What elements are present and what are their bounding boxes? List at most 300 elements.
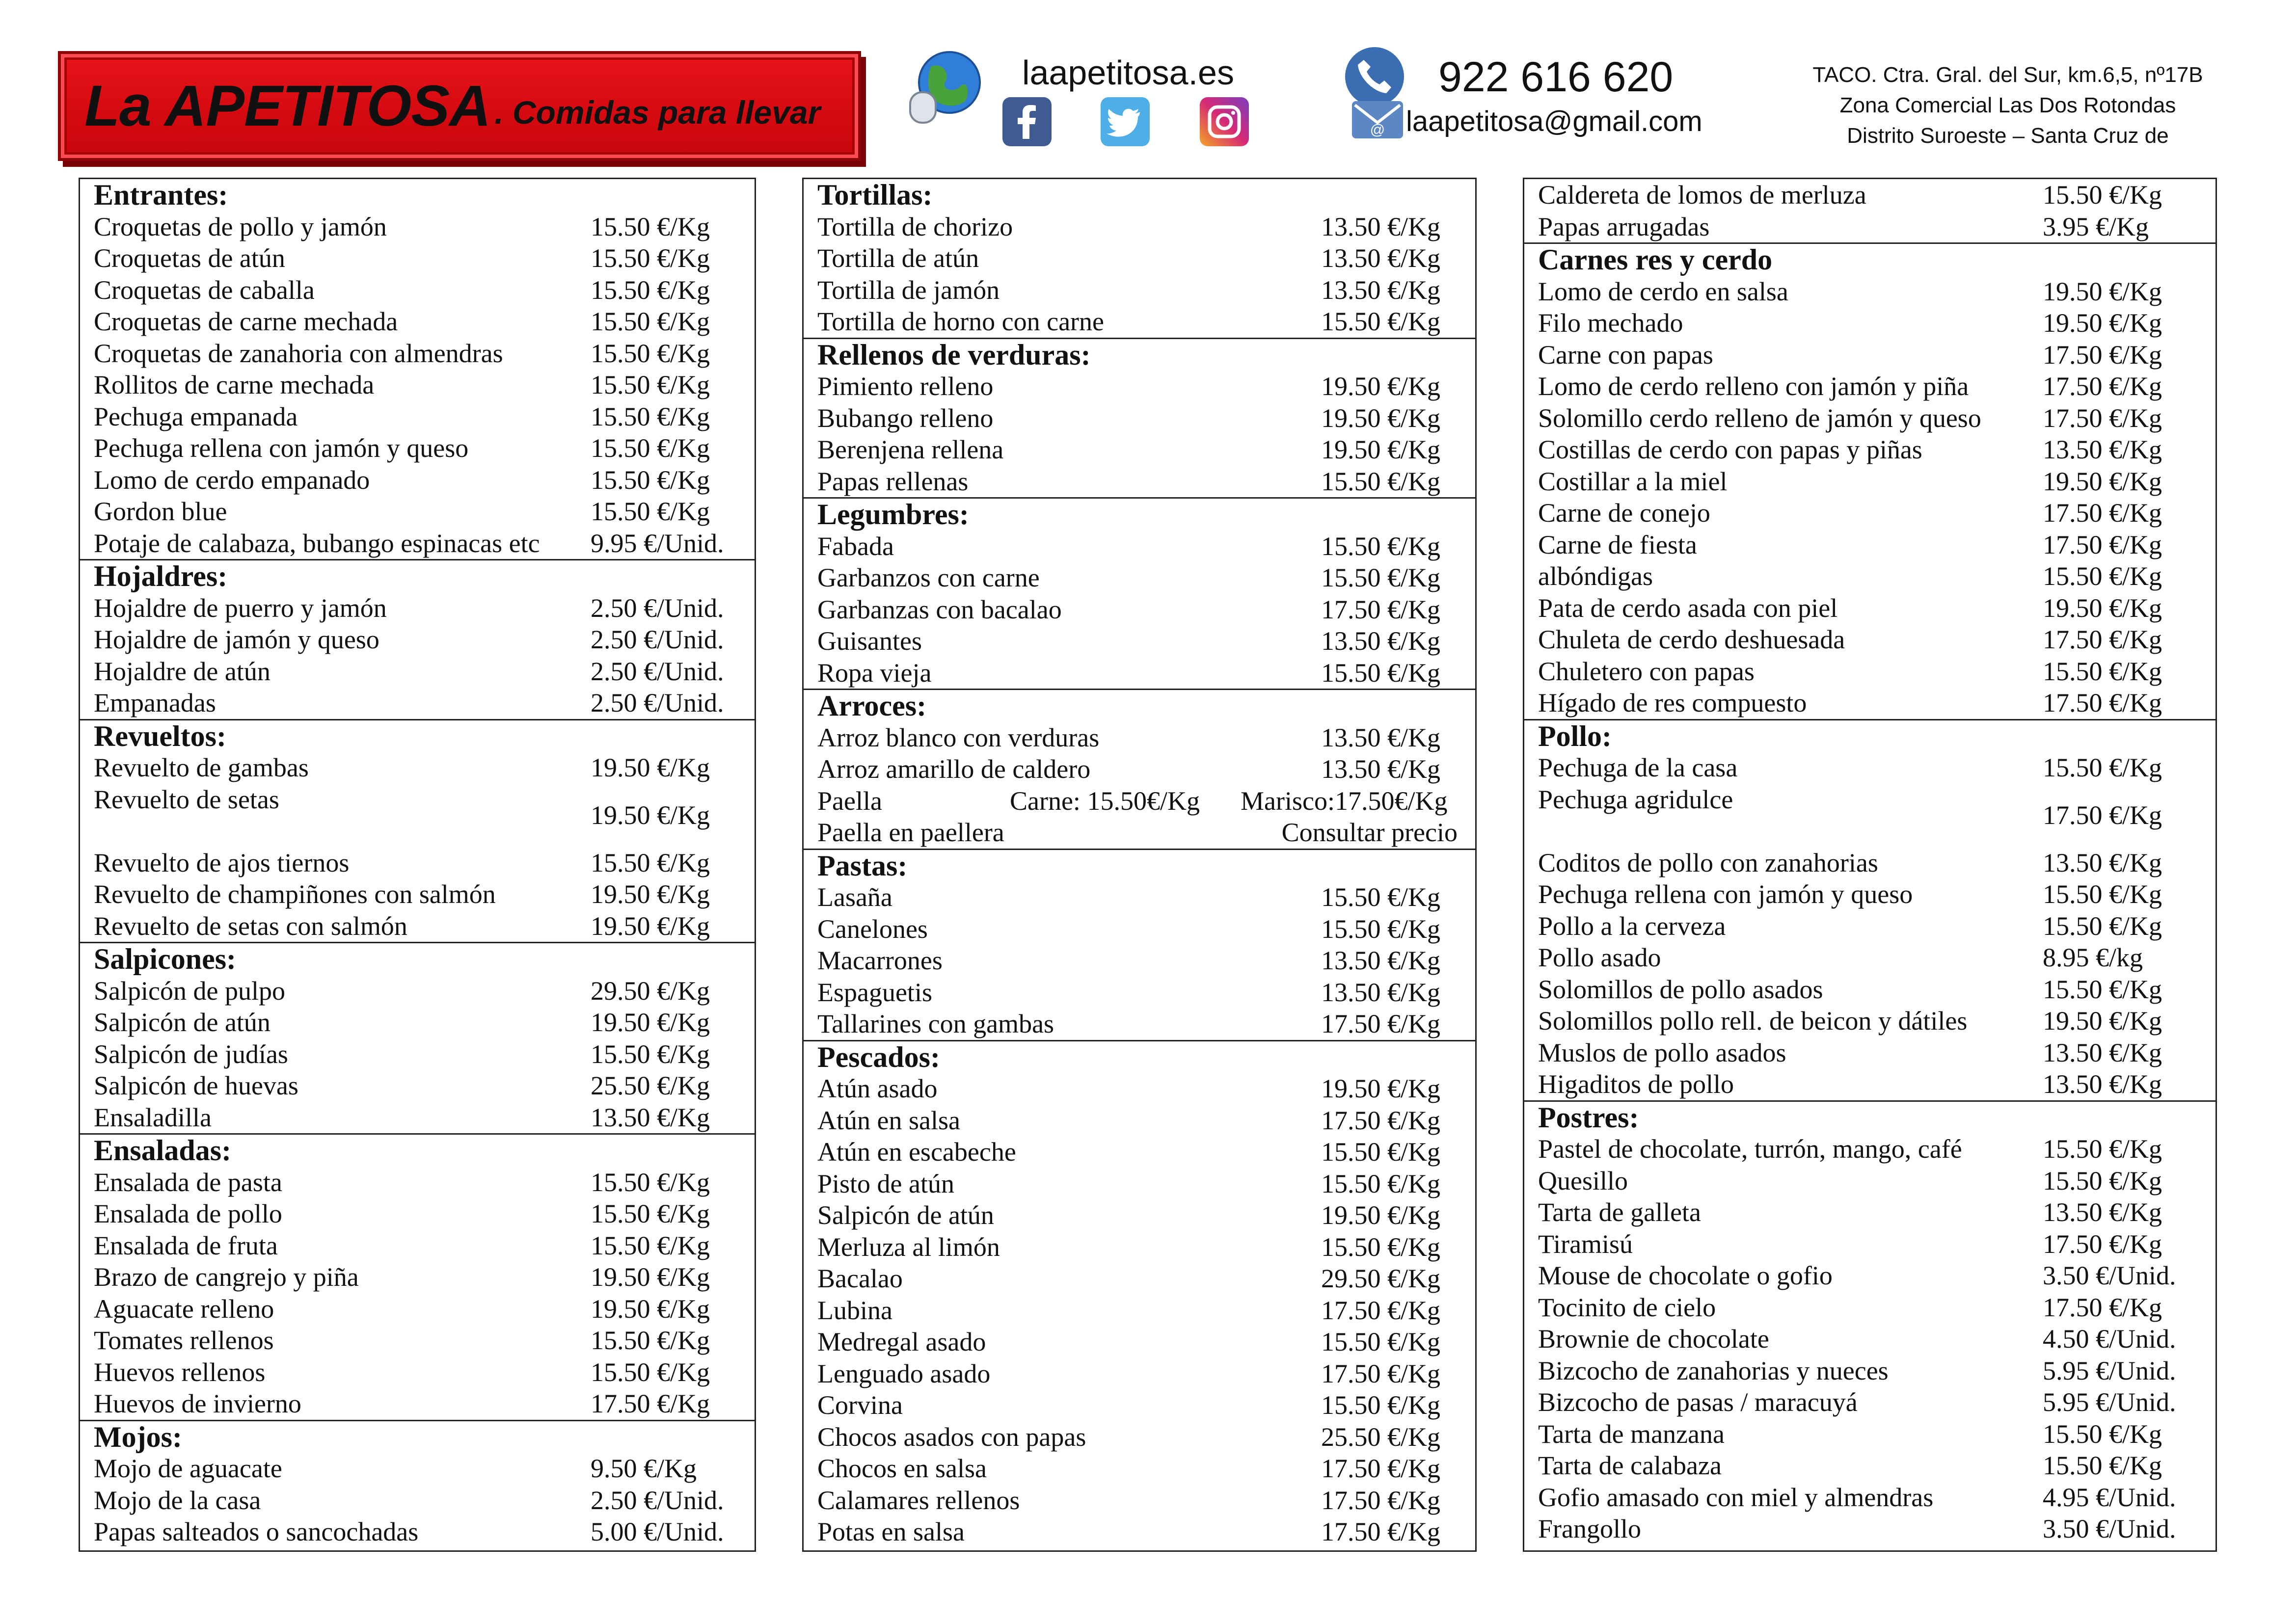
menu-item xyxy=(1524,1418,2215,1450)
menu-item xyxy=(804,881,1475,913)
item-price: 15.50 €/Kg xyxy=(591,243,710,273)
item-name: Quesillo xyxy=(1538,1166,1628,1196)
item-name: Potaje de calabaza, bubango espinacas etc xyxy=(94,528,540,558)
item-name: Revuelto de setas xyxy=(94,784,279,814)
item-price: 19.50 €/Kg xyxy=(591,1262,710,1292)
item-price: 17.50 €/Kg xyxy=(1321,1454,1440,1483)
item-name: Huevos rellenos xyxy=(94,1357,266,1387)
menu-item xyxy=(1524,752,2215,784)
menu-item xyxy=(1524,1450,2215,1482)
menu-item xyxy=(804,1485,1475,1516)
menu-item xyxy=(1524,211,2215,243)
item-price: 25.50 €/Kg xyxy=(1321,1422,1440,1452)
item-price: 15.50 €/Kg xyxy=(1321,658,1440,688)
menu-item xyxy=(1524,687,2215,719)
item-price: 13.50 €/Kg xyxy=(2043,1197,2162,1227)
item-name: albóndigas xyxy=(1538,561,1653,591)
item-price: 17.50 €/Kg xyxy=(2043,372,2162,401)
section-title: Postres: xyxy=(1538,1101,1639,1134)
menu-item xyxy=(1524,466,2215,498)
item-name: Fabada xyxy=(817,531,894,561)
item-name: Revuelto de setas con salmón xyxy=(94,911,407,941)
item-price: 13.50 €/Kg xyxy=(1321,946,1440,975)
menu-item xyxy=(804,274,1475,306)
menu-item xyxy=(1524,497,2215,529)
phone-icon xyxy=(1345,47,1404,106)
address-line: TACO. Ctra. Gral. del Sur, km.6,5, nº17B xyxy=(1812,63,2203,87)
section-title: Tortillas: xyxy=(817,179,933,211)
section-title: Legumbres: xyxy=(817,498,969,531)
item-name: Tarta de calabaza xyxy=(1538,1451,1722,1480)
item-price: 15.50 €/Kg xyxy=(2043,974,2162,1004)
item-name: Brownie de chocolate xyxy=(1538,1324,1769,1354)
item-name: Coditos de pollo con zanahorias xyxy=(1538,848,1878,877)
item-price: 17.50 €/Kg xyxy=(2043,800,2162,830)
item-name: Bacalao xyxy=(817,1264,903,1293)
brand-banner xyxy=(58,51,861,161)
item-price: 17.50 €/Kg xyxy=(1321,1485,1440,1515)
address-line: Distrito Suroeste – Santa Cruz de xyxy=(1847,124,2169,148)
item-price: 19.50 €/Kg xyxy=(2043,1006,2162,1036)
section-title: Pescados: xyxy=(817,1040,940,1073)
menu-section xyxy=(1524,179,2215,242)
menu-item xyxy=(80,1485,755,1516)
menu-item xyxy=(80,464,755,496)
menu-item xyxy=(1524,276,2215,308)
item-name: Bubango relleno xyxy=(817,403,994,433)
menu-item xyxy=(804,1168,1475,1200)
item-name: Salpicón de judías xyxy=(94,1039,288,1069)
item-price: 15.50 €/Kg xyxy=(591,497,710,526)
item-price: 13.50 €/Kg xyxy=(1321,243,1440,273)
menu-item xyxy=(80,306,755,338)
item-name: Carne de conejo xyxy=(1538,498,1710,528)
item-name: Atún asado xyxy=(817,1074,938,1103)
menu-item xyxy=(80,338,755,370)
item-price: 15.50 €/Kg xyxy=(2043,879,2162,909)
item-price: 19.50 €/Kg xyxy=(2043,276,2162,306)
item-price: 15.50 €/Kg xyxy=(591,275,710,305)
menu-item xyxy=(80,687,755,719)
section-title: Hojaldres: xyxy=(94,560,228,592)
item-price: 15.50 €/Kg xyxy=(591,370,710,399)
menu-item xyxy=(1524,878,2215,910)
item-price: 13.50 €/Kg xyxy=(1321,977,1440,1007)
item-name: Corvina xyxy=(817,1390,903,1420)
item-price: 13.50 €/Kg xyxy=(1321,754,1440,784)
item-price: 15.50 €/Kg xyxy=(2043,1419,2162,1449)
menu-item xyxy=(804,211,1475,243)
menu-item xyxy=(1524,847,2215,879)
item-price: 15.50 €/Kg xyxy=(1321,1390,1440,1420)
menu-item xyxy=(80,401,755,433)
item-name: Croquetas de pollo y jamón xyxy=(94,212,387,241)
twitter-icon[interactable] xyxy=(1101,97,1150,146)
menu-item xyxy=(80,1388,755,1420)
item-name: Garbanzos con carne xyxy=(817,563,1040,592)
item-price: 17.50 €/Kg xyxy=(2043,1229,2162,1259)
menu-item xyxy=(1524,942,2215,974)
section-title: Mojos: xyxy=(94,1420,182,1453)
menu-item xyxy=(804,1295,1475,1327)
section-title: Arroces: xyxy=(817,690,927,722)
item-price: 19.50 €/Kg xyxy=(591,879,710,909)
menu-item xyxy=(1524,307,2215,339)
menu-item xyxy=(80,656,755,688)
item-name: Lomo de cerdo relleno con jamón y piña xyxy=(1538,372,1969,401)
item-price: 13.50 €/Kg xyxy=(1321,722,1440,752)
menu-item xyxy=(804,753,1475,785)
item-name: Tocinito de cielo xyxy=(1538,1292,1716,1322)
menu-item xyxy=(80,847,755,879)
item-name: Pimiento relleno xyxy=(817,372,994,401)
item-price: 15.50 €/Kg xyxy=(2043,753,2162,782)
item-price: 15.50 €/Kg xyxy=(2043,561,2162,591)
item-name: Lomo de cerdo empanado xyxy=(94,465,370,495)
menu-item xyxy=(80,592,755,624)
menu-item xyxy=(804,402,1475,434)
item-name: Mojo de la casa xyxy=(94,1485,261,1515)
item-price: 3.50 €/Unid. xyxy=(2043,1514,2176,1543)
item-name: Pechuga agridulce xyxy=(1538,784,1733,814)
menu-item xyxy=(804,466,1475,498)
item-name: Lasaña xyxy=(817,882,892,912)
item-price: 15.50 €/Kg xyxy=(591,401,710,431)
item-name: Higaditos de pollo xyxy=(1538,1069,1734,1099)
item-name: Papas rellenas xyxy=(817,466,969,496)
menu-item xyxy=(1524,1292,2215,1324)
item-price: 15.50 €/Kg xyxy=(591,1199,710,1228)
menu-item xyxy=(80,878,755,910)
item-price: 25.50 €/Kg xyxy=(591,1071,710,1100)
item-name: Potas en salsa xyxy=(817,1517,965,1546)
item-price: 13.50 €/Kg xyxy=(2043,1037,2162,1067)
menu-item xyxy=(80,1293,755,1325)
item-name: Espaguetis xyxy=(817,977,932,1007)
item-name: Chocos asados con papas xyxy=(817,1422,1086,1452)
item-name: Solomillos de pollo asados xyxy=(1538,974,1823,1004)
address-line: Zona Comercial Las Dos Rotondas xyxy=(1839,93,2176,117)
menu-item xyxy=(80,1007,755,1038)
menu-item xyxy=(80,1198,755,1230)
item-name: Paella en paellera xyxy=(817,818,1004,847)
item-name: Pechuga rellena con jamón y queso xyxy=(1538,879,1913,909)
item-price: 15.50 €/Kg xyxy=(1321,1232,1440,1262)
item-price: 15.50 €/Kg xyxy=(591,338,710,368)
item-name: Atún en salsa xyxy=(817,1105,960,1135)
menu-item xyxy=(804,1453,1475,1485)
item-name: Filo mechado xyxy=(1538,308,1683,338)
menu-item xyxy=(804,913,1475,945)
item-price: 15.50 €/Kg xyxy=(591,465,710,495)
menu-item xyxy=(1524,784,2215,847)
item-name: Ensaladilla xyxy=(94,1102,212,1132)
menu-item xyxy=(1524,656,2215,688)
item-name: Tallarines con gambas xyxy=(817,1009,1054,1038)
menu-item xyxy=(804,785,1475,817)
item-name: Croquetas de atún xyxy=(94,243,285,273)
item-name: Canelones xyxy=(817,914,928,944)
menu-section xyxy=(804,849,1475,1040)
item-price: 2.50 €/Unid. xyxy=(591,593,724,623)
item-price: 15.50 €/Kg xyxy=(2043,1166,2162,1196)
menu-item xyxy=(1524,1513,2215,1545)
item-name: Hojaldre de atún xyxy=(94,656,270,686)
item-name: Tortilla de atún xyxy=(817,243,979,273)
item-price: 2.50 €/Unid. xyxy=(591,625,724,654)
menu-item xyxy=(1524,179,2215,211)
instagram-icon[interactable] xyxy=(1200,97,1249,146)
menu-column-3 xyxy=(1523,178,2217,1552)
item-price: 17.50 €/Kg xyxy=(1321,594,1440,624)
section-title: Revueltos: xyxy=(94,719,226,752)
item-name: Ensalada de pollo xyxy=(94,1199,282,1228)
item-price: 15.50 €/Kg xyxy=(2043,911,2162,941)
item-name: Pisto de atún xyxy=(817,1169,954,1198)
email-icon xyxy=(1352,101,1403,138)
menu-item xyxy=(80,1038,755,1070)
menu-item xyxy=(80,432,755,464)
email-address[interactable]: laapetitosa@gmail.com xyxy=(1406,106,1702,137)
item-price: 5.95 €/Unid. xyxy=(2043,1356,2176,1385)
menu-section xyxy=(80,942,755,1133)
menu-item xyxy=(804,1231,1475,1263)
item-price: 17.50 €/Kg xyxy=(1321,1295,1440,1325)
item-price: 19.50 €/Kg xyxy=(2043,308,2162,338)
menu-item xyxy=(80,211,755,243)
item-price: 13.50 €/Kg xyxy=(2043,848,2162,877)
item-price: 15.50 €/Kg xyxy=(1321,1169,1440,1198)
menu-item xyxy=(80,784,755,847)
menu-item xyxy=(1524,1068,2215,1100)
item-name: Salpicón de atún xyxy=(817,1200,994,1230)
item-name: Croquetas de carne mechada xyxy=(94,307,398,336)
item-name: Mouse de chocolate o gofio xyxy=(1538,1261,1833,1290)
item-name: Tarta de galleta xyxy=(1538,1197,1702,1227)
menu-item xyxy=(804,1421,1475,1453)
section-title: Pollo: xyxy=(1538,719,1612,752)
item-price: 15.50 €/Kg xyxy=(1321,563,1440,592)
item-name: Guisantes xyxy=(817,626,922,656)
menu-section xyxy=(80,1420,755,1548)
website-link[interactable]: laapetitosa.es xyxy=(1022,53,1234,92)
item-price: 17.50 €/Kg xyxy=(2043,403,2162,433)
menu-item xyxy=(1524,339,2215,371)
menu-item xyxy=(80,1102,755,1134)
item-price: 19.50 €/Kg xyxy=(1321,403,1440,433)
item-price: 8.95 €/kg xyxy=(2043,943,2143,972)
item-name: Hojaldre de jamón y queso xyxy=(94,625,379,654)
item-price: 15.50 €/Kg xyxy=(1321,307,1440,336)
address-block xyxy=(1762,60,2253,151)
item-name: Solomillo cerdo relleno de jamón y queso xyxy=(1538,403,1981,433)
item-price: 9.50 €/Kg xyxy=(591,1454,697,1483)
item-name: Tiramisú xyxy=(1538,1229,1633,1259)
menu-item xyxy=(804,1358,1475,1390)
item-name: Medregal asado xyxy=(817,1327,986,1356)
item-name: Tomates rellenos xyxy=(94,1326,274,1355)
item-price: 17.50 €/Kg xyxy=(1321,1358,1440,1388)
item-price: 4.95 €/Unid. xyxy=(2043,1482,2176,1512)
menu-item xyxy=(1524,1386,2215,1418)
item-price: 15.50 €/Kg xyxy=(2043,180,2162,210)
item-price: 17.50 €/Kg xyxy=(2043,625,2162,654)
item-price: 3.50 €/Unid. xyxy=(2043,1261,2176,1290)
svg-text:@: @ xyxy=(1370,122,1385,138)
item-price: 29.50 €/Kg xyxy=(591,976,710,1006)
menu-item xyxy=(80,1230,755,1262)
item-price: 15.50 €/Kg xyxy=(1321,882,1440,912)
item-price: 19.50 €/Kg xyxy=(1321,372,1440,401)
menu-item xyxy=(80,242,755,274)
item-price: 17.50 €/Kg xyxy=(2043,340,2162,370)
menu-item xyxy=(804,1326,1475,1358)
menu-item xyxy=(804,531,1475,562)
item-price: 5.00 €/Unid. xyxy=(591,1517,724,1546)
menu-item xyxy=(80,1167,755,1198)
item-name: Tortilla de horno con carne xyxy=(817,307,1104,336)
menu-item xyxy=(1524,592,2215,624)
item-name: Empanadas xyxy=(94,688,216,718)
item-name: Lomo de cerdo en salsa xyxy=(1538,276,1788,306)
section-title: Entrantes: xyxy=(94,179,228,211)
menu-item xyxy=(80,1070,755,1102)
item-name: Merluza al limón xyxy=(817,1232,1000,1262)
menu-item xyxy=(1524,1037,2215,1069)
item-price: 17.50 €/Kg xyxy=(1321,1105,1440,1135)
item-price: 17.50 €/Kg xyxy=(2043,1292,2162,1322)
item-price: 19.50 €/Kg xyxy=(591,1294,710,1324)
item-name: Calamares rellenos xyxy=(817,1485,1020,1515)
item-price: 15.50 €/Kg xyxy=(591,433,710,463)
menu-item xyxy=(80,1261,755,1293)
menu-section xyxy=(1524,242,2215,719)
menu-item xyxy=(1524,1197,2215,1228)
item-name: Gofio amasado con miel y almendras xyxy=(1538,1482,1934,1512)
item-price: 13.50 €/Kg xyxy=(2043,1069,2162,1099)
item-price: 19.50 €/Kg xyxy=(591,800,710,830)
section-title: Salpicones: xyxy=(94,943,237,975)
facebook-icon[interactable] xyxy=(1002,97,1052,146)
menu-section xyxy=(804,338,1475,498)
item-name: Huevos de invierno xyxy=(94,1389,301,1418)
menu-section xyxy=(804,689,1475,849)
item-name: Lenguado asado xyxy=(817,1358,991,1388)
item-price-note: Consultar precio xyxy=(1281,818,1458,847)
item-name: Papas arrugadas xyxy=(1538,212,1710,241)
menu-item xyxy=(80,752,755,784)
menu-section xyxy=(804,179,1475,338)
brand-name: La APETITOSA xyxy=(84,74,491,138)
item-name: Pechuga de la casa xyxy=(1538,753,1738,782)
globe-icon xyxy=(906,47,985,126)
item-name: Bizcocho de zanahorias y nueces xyxy=(1538,1356,1889,1385)
item-price: 17.50 €/Kg xyxy=(1321,1009,1440,1038)
menu-item xyxy=(1524,1323,2215,1355)
item-price-option: Carne: 15.50€/Kg xyxy=(1010,786,1200,816)
menu-item xyxy=(804,594,1475,626)
menu-column-2 xyxy=(802,178,1477,1552)
item-name: Pollo asado xyxy=(1538,943,1661,972)
item-name: Pastel de chocolate, turrón, mango, café xyxy=(1538,1134,1962,1164)
menu-section xyxy=(80,1133,755,1420)
item-price: 13.50 €/Kg xyxy=(1321,626,1440,656)
item-price: 19.50 €/Kg xyxy=(591,911,710,941)
menu-item xyxy=(1524,371,2215,402)
item-name: Pechuga empanada xyxy=(94,401,298,431)
item-price: 19.50 €/Kg xyxy=(591,753,710,782)
item-name: Costillas de cerdo con papas y piñas xyxy=(1538,435,1922,464)
item-price: 17.50 €/Kg xyxy=(591,1389,710,1418)
menu-item xyxy=(804,562,1475,594)
menu-item xyxy=(1524,1482,2215,1514)
item-price: 15.50 €/Kg xyxy=(1321,1327,1440,1356)
menu-item xyxy=(804,817,1475,849)
menu-item xyxy=(804,945,1475,977)
item-name: Arroz amarillo de caldero xyxy=(817,754,1091,784)
menu-section xyxy=(80,719,755,942)
menu-item xyxy=(1524,402,2215,434)
item-price: 9.95 €/Unid. xyxy=(591,528,724,558)
menu-item xyxy=(80,528,755,559)
item-price: 17.50 €/Kg xyxy=(1321,1517,1440,1546)
item-name: Garbanzas con bacalao xyxy=(817,594,1062,624)
item-name: Paella xyxy=(817,786,882,816)
menu-item xyxy=(80,910,755,942)
menu-item xyxy=(804,1073,1475,1105)
menu-item xyxy=(1524,1005,2215,1037)
section-title: Rellenos de verduras: xyxy=(817,338,1091,371)
item-name: Mojo de aguacate xyxy=(94,1454,282,1483)
menu-item xyxy=(1524,1355,2215,1387)
item-price: 19.50 €/Kg xyxy=(591,1008,710,1037)
menu-item xyxy=(80,975,755,1007)
item-name: Ensalada de fruta xyxy=(94,1230,278,1260)
item-price: 29.50 €/Kg xyxy=(1321,1264,1440,1293)
item-price: 2.50 €/Unid. xyxy=(591,688,724,718)
item-name: Macarrones xyxy=(817,946,943,975)
item-name: Muslos de pollo asados xyxy=(1538,1037,1786,1067)
menu-item xyxy=(804,625,1475,657)
menu-item xyxy=(804,1389,1475,1421)
item-name: Tortilla de jamón xyxy=(817,275,1000,305)
item-name: Pechuga rellena con jamón y queso xyxy=(94,433,469,463)
item-name: Tortilla de chorizo xyxy=(817,212,1013,241)
menu-item xyxy=(804,1263,1475,1295)
menu-item xyxy=(804,1136,1475,1168)
phone-number[interactable]: 922 616 620 xyxy=(1438,53,1674,101)
item-price: 15.50 €/Kg xyxy=(591,1230,710,1260)
menu-item xyxy=(1524,1133,2215,1165)
item-name: Chuleta de cerdo deshuesada xyxy=(1538,625,1845,654)
item-name: Ensalada de pasta xyxy=(94,1167,282,1197)
menu-item xyxy=(1524,529,2215,561)
item-price: 17.50 €/Kg xyxy=(2043,530,2162,559)
item-name: Tarta de manzana xyxy=(1538,1419,1725,1449)
menu-section xyxy=(80,559,755,719)
item-name: Ropa vieja xyxy=(817,658,932,688)
menu-item xyxy=(804,977,1475,1009)
item-price: 5.95 €/Unid. xyxy=(2043,1387,2176,1417)
item-price: 15.50 €/Kg xyxy=(591,212,710,241)
item-name: Arroz blanco con verduras xyxy=(817,722,1100,752)
item-price: 13.50 €/Kg xyxy=(1321,212,1440,241)
menu-item xyxy=(80,1325,755,1356)
brand-tagline: . Comidas para llevar xyxy=(494,94,821,131)
section-title: Pastas: xyxy=(817,849,908,882)
item-name: Aguacate relleno xyxy=(94,1294,274,1324)
menu-item xyxy=(1524,434,2215,466)
